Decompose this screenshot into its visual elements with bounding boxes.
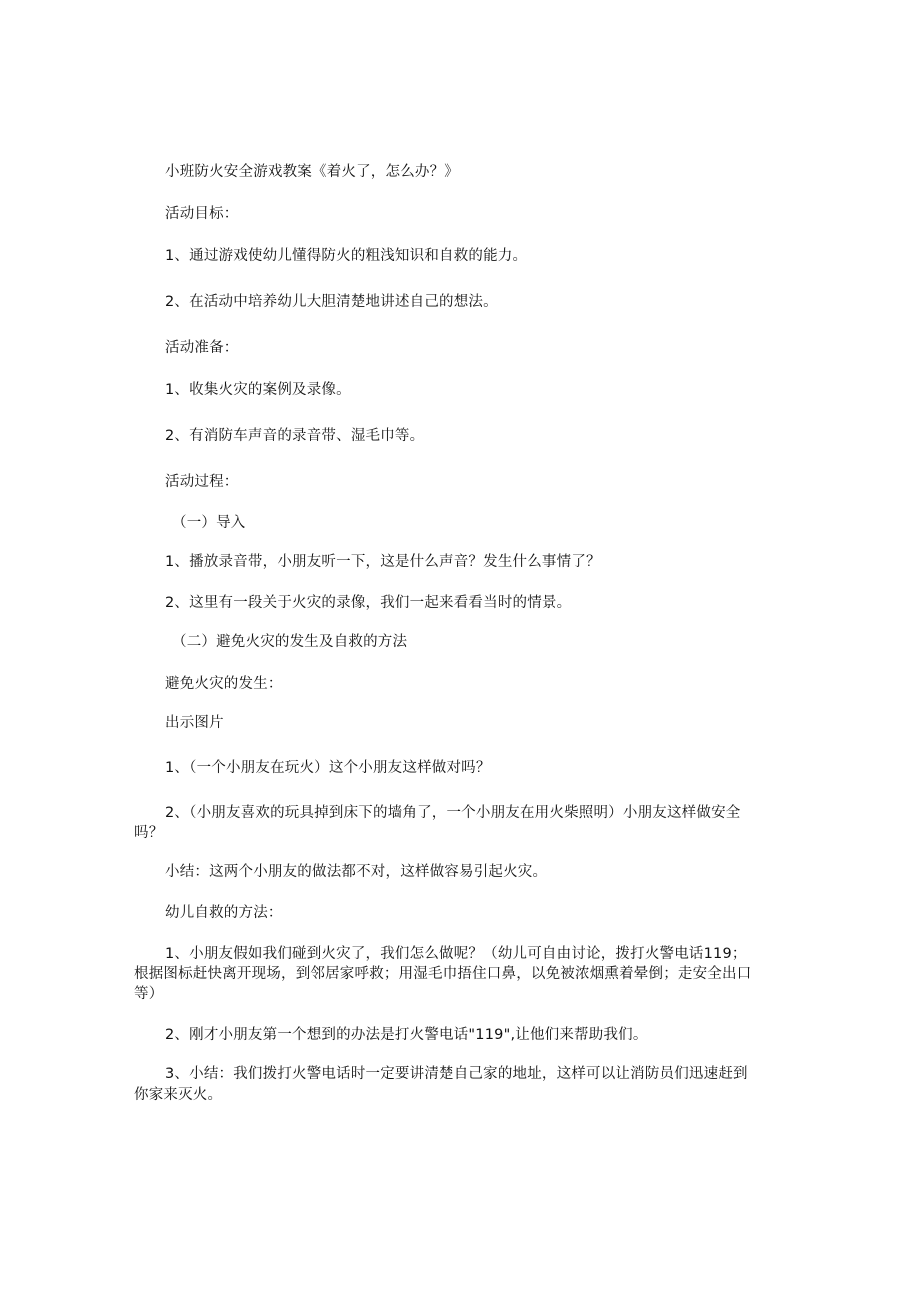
prep-heading: 活动准备：: [165, 340, 239, 356]
picture-item-1: 1、（一个小朋友在玩火）这个小朋友这样做对吗？: [165, 760, 491, 776]
goals-heading: 活动目标：: [165, 206, 239, 222]
goal-item-2: 2、在活动中培养幼儿大胆清楚地讲述自己的想法。: [165, 294, 498, 310]
process-heading: 活动过程：: [165, 474, 239, 490]
section-heading-2: （二）避免火灾的发生及自救的方法: [172, 634, 408, 650]
intro-item-2: 2、这里有一段关于火灾的录像，我们一起来看看当时的情景。: [165, 595, 572, 611]
prep-item-2: 2、有消防车声音的录音带、湿毛巾等。: [165, 428, 425, 444]
goal-item-1: 1、通过游戏使幼儿懂得防火的粗浅知识和自救的能力。: [165, 248, 528, 264]
rescue-item-3-line-1: 3、小结：我们拨打火警电话时一定要讲清楚自己家的地址，这样可以让消防员们迅速赶到: [165, 1066, 748, 1082]
prep-item-1: 1、收集火灾的案例及录像。: [165, 382, 351, 398]
show-pictures-label: 出示图片: [165, 715, 224, 731]
picture-item-2-line-2: 吗？: [134, 825, 164, 841]
rescue-item-2: 2、刚才小朋友第一个想到的办法是打火警电话"119",让他们来帮助我们。: [165, 1027, 648, 1043]
rescue-item-1-line-2: 根据图标赶快离开现场，到邻居家呼救；用湿毛巾捂住口鼻，以免被浓烟熏着晕倒；走安全出口: [134, 966, 752, 982]
summary-1: 小结：这两个小朋友的做法都不对，这样做容易引起火灾。: [165, 864, 548, 880]
avoid-heading: 避免火灾的发生：: [165, 676, 283, 692]
rescue-item-1-line-1: 1、小朋友假如我们碰到火灾了，我们怎么做呢？（幼儿可自由讨论，拨打火警电话119；: [165, 946, 747, 962]
rescue-item-1-line-3: 等）: [134, 986, 164, 1002]
rescue-item-3-line-2: 你家来灭火。: [134, 1087, 223, 1103]
picture-item-2-line-1: 2、（小朋友喜欢的玩具掉到床下的墙角了，一个小朋友在用火柴照明）小朋友这样做安全: [165, 805, 741, 821]
document-title: 小班防火安全游戏教案《着火了，怎么办？》: [165, 164, 459, 180]
rescue-heading: 幼儿自救的方法：: [165, 905, 283, 921]
intro-item-1: 1、播放录音带，小朋友听一下，这是什么声音？发生什么事情了？: [165, 554, 601, 570]
section-heading-1: （一）导入: [172, 515, 246, 531]
